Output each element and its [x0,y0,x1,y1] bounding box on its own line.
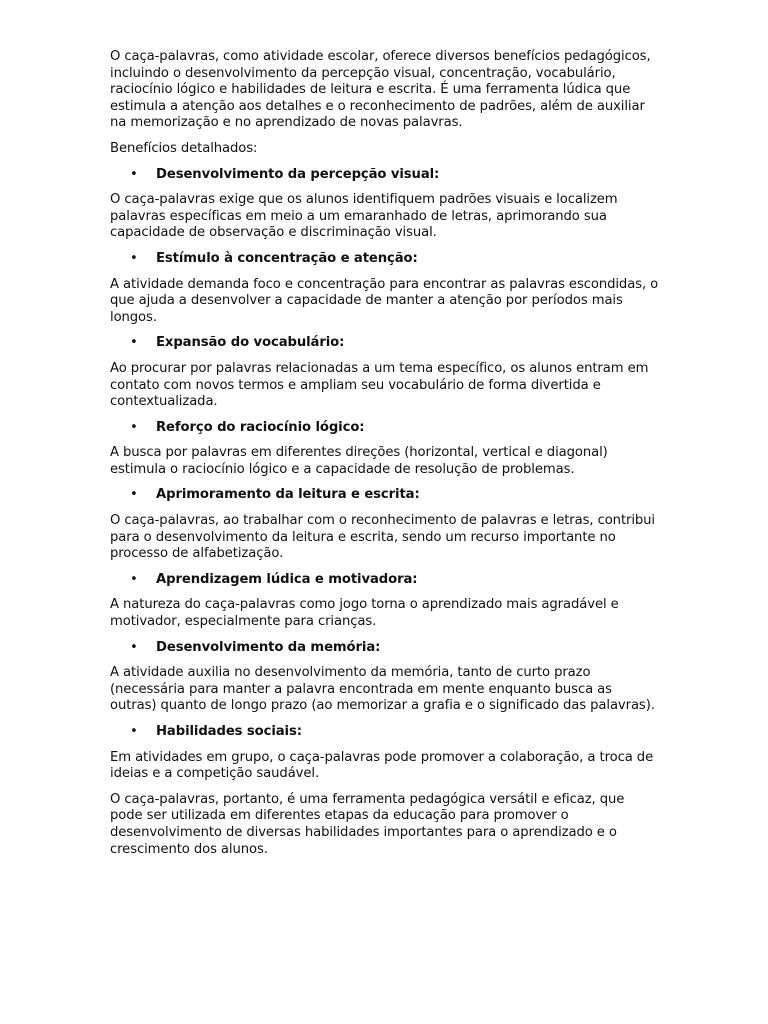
bullet-icon: • [130,487,138,503]
bullet-icon: • [130,250,138,266]
section-heading-label: Expansão do vocabulário: [156,335,345,351]
section-heading-logic [110,420,660,437]
section-heading-vocabulary [110,335,660,352]
section-heading-label: Desenvolvimento da memória: [156,639,381,655]
section-heading-reading [110,487,660,504]
section-heading-concentration [110,251,660,268]
section-body-perception: O caça-palavras exige que os alunos identifiquem padrões visuais e localizem palavras específicas em meio a um emaranhado de letras, aprimorando sua capacidade de observação e discriminação visual. [110,192,618,241]
benefits-subheading: Benefícios detalhados: [110,140,258,156]
bullet-icon: • [130,419,138,435]
section-body-memory: A atividade auxilia no desenvolvimento da memória, tanto de curto prazo (necessária para manter a palavra encontrada em mente enquanto busca as outras) quanto de longo prazo (ao memorizar a grafia e o significado das palavras). [110,665,655,714]
section-body-reading: O caça-palavras, ao trabalhar com o reconhecimento de palavras e letras, contribui para o desenvolvimento da leitura e escrita, sendo um recurso importante no processo de alfabetização. [110,513,655,562]
section-heading-label: Estímulo à concentração e atenção: [156,250,418,266]
section-heading-playful [110,572,660,589]
section-heading-social [110,724,660,741]
section-heading-label: Reforço do raciocínio lógico: [156,419,365,435]
bullet-icon: • [130,166,138,182]
bullet-icon: • [130,639,138,655]
intro-paragraph: O caça-palavras, como atividade escolar, oferece diversos benefícios pedagógicos, incluindo o desenvolvimento da percepção visual, concentração, vocabulário, raciocínio lógico e habilidades de leitura e escrita. É uma ferramenta lúdica que estimula a atenção aos detalhes e o reconhecimento de padrões, além de auxiliar na memorização e no aprendizado de novas palavras. [110,49,651,131]
section-heading-memory [110,640,660,657]
bullet-icon: • [130,335,138,351]
bullet-icon: • [130,571,138,587]
document-page [110,49,660,867]
bullet-icon: • [130,724,138,739]
section-body-vocabulary: Ao procurar por palavras relacionadas a um tema específico, os alunos entram em contato com novos termos e ampliam seu vocabulário de forma divertida e contextualizada. [110,360,649,410]
section-body-social: Em atividades em grupo, o caça-palavras pode promover a colaboração, a troca de ideias e a competição saudável. [110,749,654,782]
section-heading-label: Habilidades sociais: [156,724,302,739]
section-heading-label: Desenvolvimento da percepção visual: [156,166,440,182]
section-heading-label: Aprendizagem lúdica e motivadora: [156,571,418,587]
conclusion-paragraph: O caça-palavras, portanto, é uma ferramenta pedagógica versátil e eficaz, que pode ser utilizada em diferentes etapas da educação para promover o desenvolvimento de diversas habilidades importantes para o aprendizado e o crescimento dos alunos. [110,791,625,857]
section-body-logic: A busca por palavras em diferentes direções (horizontal, vertical e diagonal) estimula o raciocínio lógico e a capacidade de resolução de problemas. [110,445,608,477]
section-heading-perception [110,167,660,184]
section-body-concentration: A atividade demanda foco e concentração para encontrar as palavras escondidas, o que ajuda a desenvolver a capacidade de manter a atenção por períodos mais longos. [110,276,659,325]
section-heading-label: Aprimoramento da leitura e escrita: [156,487,420,503]
section-body-playful: A natureza do caça-palavras como jogo torna o aprendizado mais agradável e motivador, especialmente para crianças. [110,597,619,630]
